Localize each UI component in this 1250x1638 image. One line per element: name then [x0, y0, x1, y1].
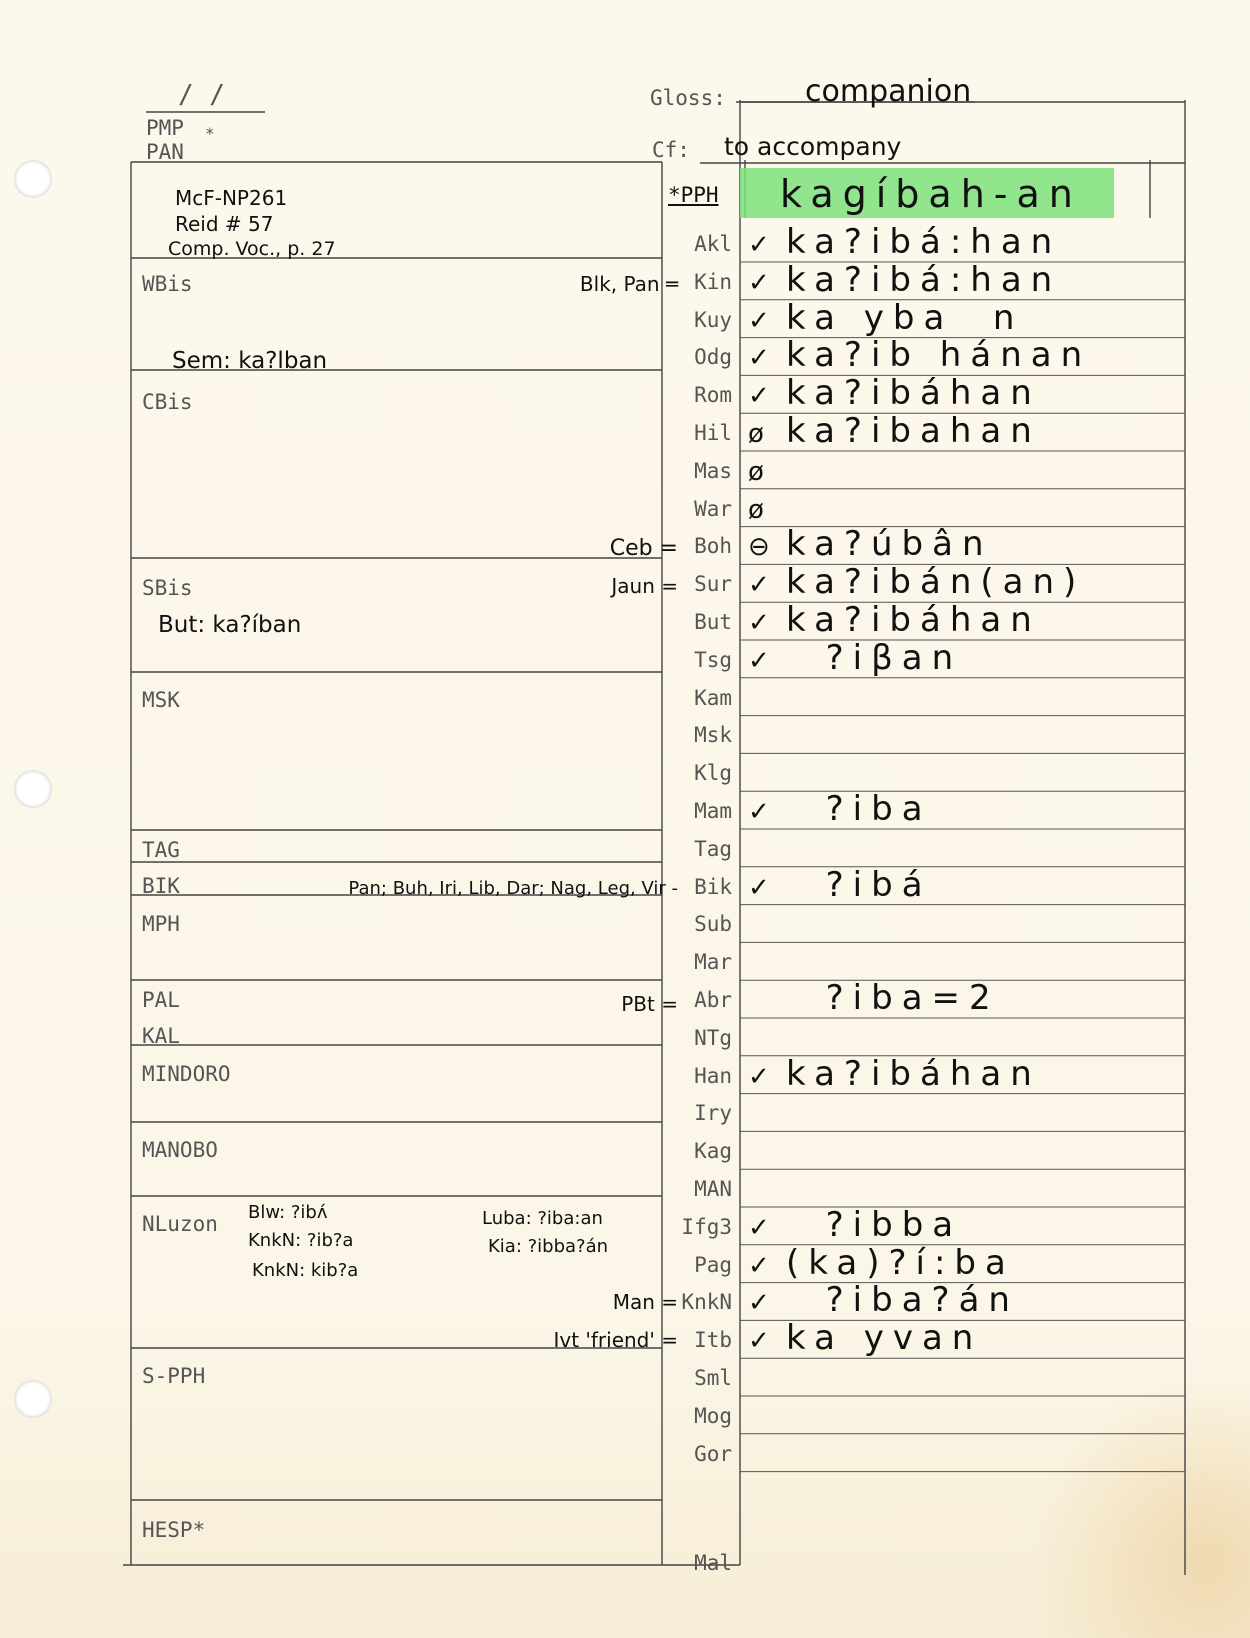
mark-sur: ✓	[748, 570, 770, 601]
form-knkn: ?iba?án	[786, 1280, 1019, 1321]
section-sbis: SBis	[142, 576, 193, 600]
lang-label-pag: Pag	[694, 1252, 732, 1277]
mark-odg: ✓	[748, 343, 770, 374]
lang-label-itb: Itb	[694, 1328, 732, 1353]
section-s-pph: S-PPH	[142, 1364, 206, 1388]
xref-knkn: Man =	[612, 1290, 678, 1314]
form-bik: ?ibá	[786, 864, 932, 905]
lang-label-mal: Mal	[694, 1551, 732, 1575]
lang-label-akl: Akl	[694, 232, 732, 256]
lang-label-war: War	[694, 496, 732, 521]
xref-boh: Ceb =	[609, 536, 678, 561]
ref-line-3: Comp. Voc., p. 27	[168, 238, 336, 260]
mark-mam: ✓	[748, 797, 770, 827]
pph-form: kagíbah-an	[780, 172, 1082, 216]
mark-but: ✓	[748, 608, 770, 638]
section-hesp: HESP*	[142, 1518, 206, 1542]
slash-mark: / /	[178, 80, 225, 110]
form-itb: ka yvan	[786, 1318, 983, 1359]
xref-sur: Jaun =	[611, 574, 678, 598]
form-odg: ka?ib hánan	[786, 335, 1092, 376]
lang-label-bik: Bik	[694, 874, 732, 899]
note-but: But: ka?íban	[158, 612, 302, 638]
mark-tsg: ✓	[748, 645, 770, 676]
mark-hil: ø	[748, 419, 764, 449]
mark-knkn: ✓	[748, 1288, 770, 1319]
lang-label-ifg3: Ifg3	[681, 1214, 732, 1239]
mark-itb: ✓	[748, 1326, 770, 1357]
cf-label: Cf:	[652, 138, 690, 162]
mark-kin: ✓	[748, 267, 770, 298]
lang-label-ntg: NTg	[694, 1025, 732, 1050]
xref-bik: Pan; Buh, Iri, Lib, Dar; Nag, Leg, Vir -	[348, 878, 678, 899]
lang-label-hil: Hil	[694, 421, 732, 445]
lang-label-man: MAN	[694, 1177, 732, 1201]
lang-label-boh: Boh	[694, 534, 732, 559]
ref-line-2: Reid # 57	[175, 212, 274, 236]
pmp-star: *	[205, 124, 215, 143]
form-but: ka?ibáhan	[786, 600, 1041, 640]
section-mph: MPH	[142, 912, 180, 936]
lang-label-rom: Rom	[694, 383, 732, 408]
mark-akl: ✓	[748, 230, 770, 260]
section-mindoro: MINDORO	[142, 1062, 231, 1086]
mark-war: ø	[748, 494, 764, 525]
cf-value: to accompany	[724, 132, 902, 161]
section-pal: PAL	[142, 988, 180, 1012]
mark-kuy: ✓	[748, 305, 770, 336]
form-tsg: ?iβan	[786, 637, 963, 678]
form-pag: (ka)?í:ba	[786, 1242, 1015, 1283]
section-kal: KAL	[142, 1024, 180, 1048]
xref-abr: PBt =	[621, 992, 678, 1016]
xref-kin: Blk, Pan ═	[579, 272, 678, 296]
lang-label-knkn: KnkN	[681, 1290, 732, 1315]
mark-pag: ✓	[748, 1250, 770, 1281]
mark-han: ✓	[748, 1061, 770, 1092]
pan-label: PAN	[146, 140, 184, 164]
section-msk: MSK	[142, 688, 180, 712]
lang-label-mas: Mas	[694, 458, 732, 483]
lang-label-kuy: Kuy	[694, 307, 732, 332]
section-wbis: WBis	[142, 272, 193, 296]
lang-label-gor: Gor	[694, 1441, 732, 1466]
lang-label-kin: Kin	[694, 269, 732, 294]
section-bik: BIK	[142, 874, 180, 898]
note-luba: Luba: ?iba:an	[482, 1208, 603, 1229]
form-kuy: ka yba n	[786, 297, 1024, 338]
ref-line-1: McF-NP261	[175, 186, 288, 210]
lang-label-sub: Sub	[694, 912, 732, 937]
note-knkn-1: KnkN: ?ib?a	[248, 1230, 354, 1251]
lang-label-iry: Iry	[694, 1101, 732, 1126]
lang-label-mar: Mar	[694, 950, 732, 975]
gloss-label: Gloss:	[650, 86, 726, 110]
form-boh: ka?úbân	[786, 524, 993, 565]
lang-label-odg: Odg	[694, 345, 732, 370]
section-manobo: MANOBO	[142, 1138, 218, 1162]
pmp-label: PMP	[146, 116, 184, 140]
lang-label-but: But	[694, 610, 732, 634]
mark-rom: ✓	[748, 381, 770, 412]
form-abr: ?iba=2	[786, 978, 1000, 1018]
note-blw: Blw: ?ibʌ́	[248, 1202, 328, 1223]
form-akl: ka?ibá:han	[786, 222, 1062, 262]
form-sur: ka?ibán(an)	[786, 562, 1086, 603]
form-mam: ?iba	[786, 789, 932, 829]
section-cbis: CBis	[142, 390, 193, 414]
note-sem: Sem: ka?lban	[172, 348, 328, 374]
lang-label-tsg: Tsg	[694, 647, 732, 672]
mark-boh: ⊖	[748, 532, 770, 563]
note-kia: Kia: ?ibba?án	[488, 1236, 609, 1257]
lang-label-kag: Kag	[694, 1139, 732, 1164]
form-kin: ka?ibá:han	[786, 259, 1062, 300]
gloss-value: companion	[805, 74, 972, 109]
lang-label-tag: Tag	[694, 836, 732, 861]
mark-ifg3: ✓	[748, 1212, 770, 1243]
lang-label-han: Han	[694, 1063, 732, 1088]
section-tag: TAG	[142, 838, 180, 862]
lang-label-sml: Sml	[694, 1366, 732, 1390]
form-rom: ka?ibáhan	[786, 373, 1041, 414]
form-ifg3: ?ibba	[786, 1204, 963, 1245]
lang-label-abr: Abr	[694, 988, 732, 1012]
lang-label-msk: Msk	[694, 723, 732, 748]
mark-mas: ø	[748, 456, 764, 487]
pph-label: *PPH	[668, 183, 719, 207]
note-knkn-2: KnkN: kib?a	[252, 1260, 359, 1281]
lang-label-sur: Sur	[694, 572, 732, 597]
lang-label-klg: Klg	[694, 761, 732, 786]
lang-label-mog: Mog	[694, 1403, 732, 1428]
section-nluzon: NLuzon	[142, 1212, 218, 1236]
lang-label-kam: Kam	[694, 685, 732, 710]
mark-bik: ✓	[748, 872, 770, 903]
form-hil: ka?ibahan	[786, 411, 1041, 451]
form-han: ka?ibáhan	[786, 1053, 1041, 1094]
lang-label-mam: Mam	[694, 799, 732, 823]
xref-itb: Ivt 'friend' =	[553, 1328, 678, 1352]
